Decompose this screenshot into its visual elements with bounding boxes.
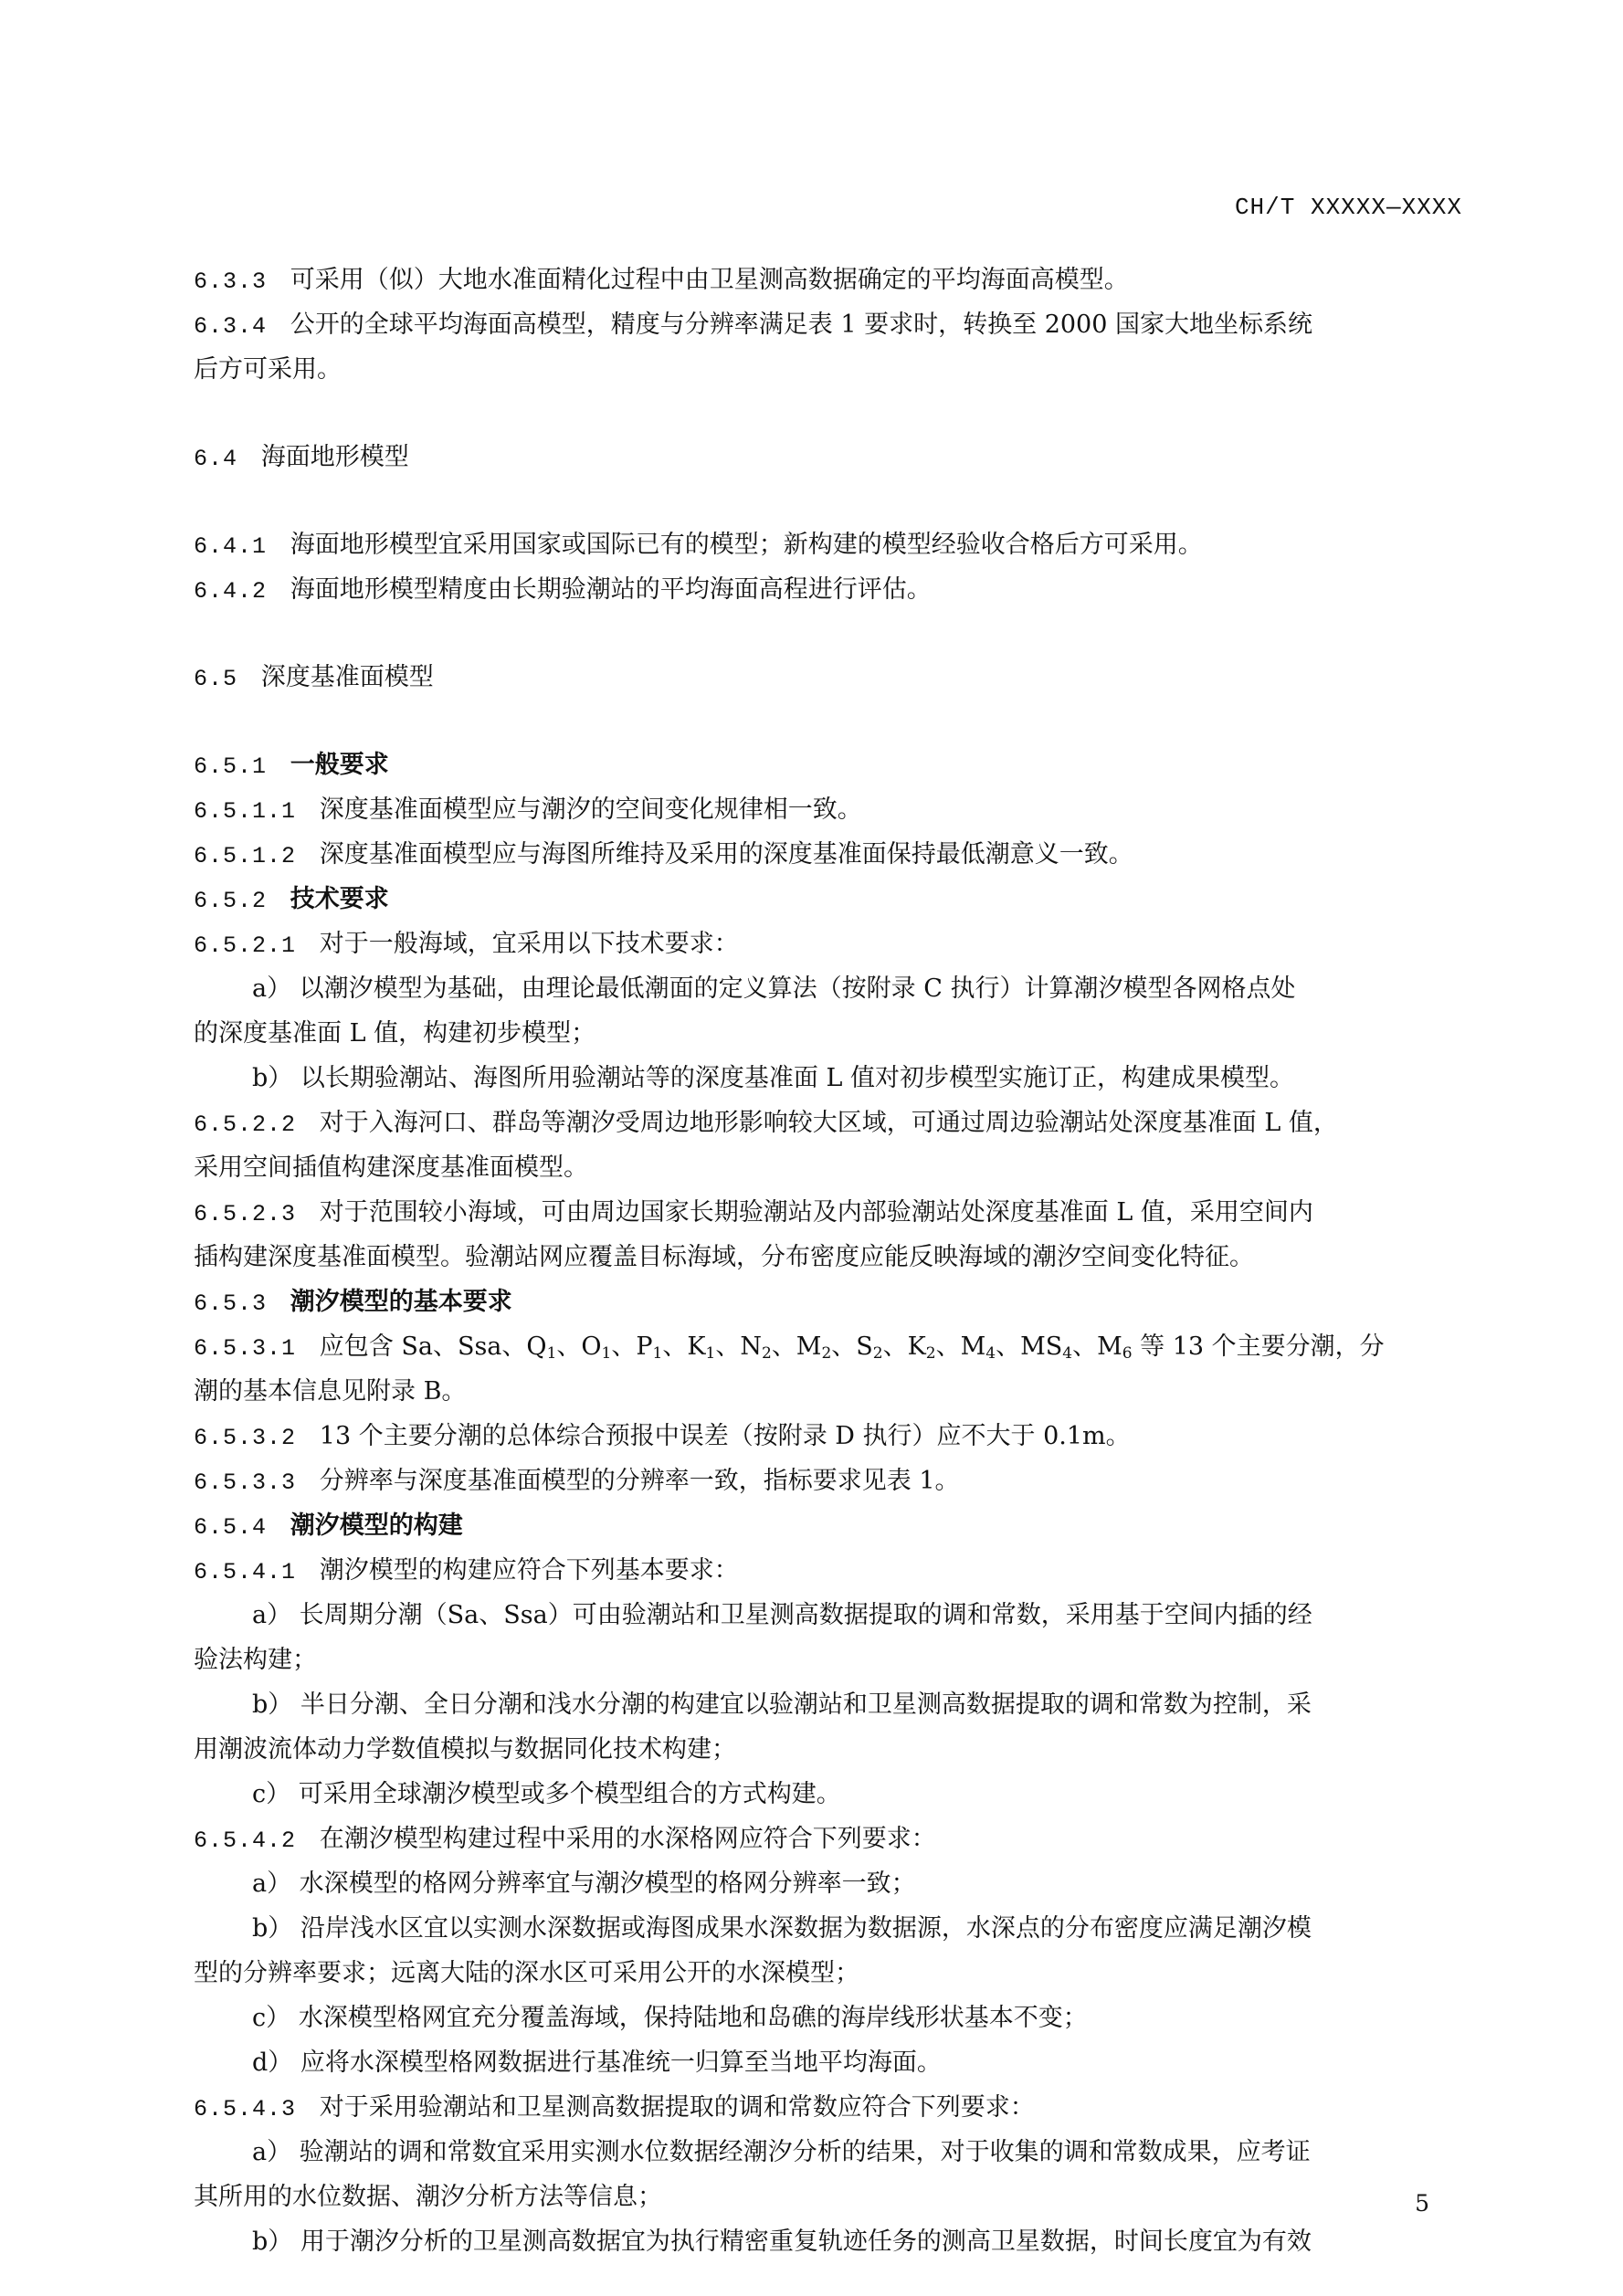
list-item-a: a） 长周期分潮（Sa、Ssa）可由验潮站和卫星测高数据提取的调和常数，采用基于空间内插的经 (252, 1601, 1312, 1629)
subsection-heading-6-5-1: 6.5.1 一般要求 (194, 751, 389, 780)
paragraph-line: 后方可采用。 (194, 355, 342, 384)
list-item-a: a） 以潮汐模型为基础，由理论最低潮面的定义算法（按附录 C 执行）计算潮汐模型各网格点处 (252, 974, 1296, 1003)
clause-6-5-1-2: 6.5.1.2 深度基准面模型应与海图所维持及采用的深度基准面保持最低潮意义一致。 (194, 840, 1133, 869)
clause-6-5-2-2: 6.5.2.2 对于入海河口、群岛等潮汐受周边地形影响较大区域，可通过周边验潮站处深度基准面 L 值， (194, 1109, 1338, 1138)
list-item-a: a） 验潮站的调和常数宜采用实测水位数据经潮汐分析的结果，对于收集的调和常数成果，应考证 (252, 2138, 1311, 2166)
list-item-a: a） 水深模型的格网分辨率宜与潮汐模型的格网分辨率一致； (252, 1869, 916, 1898)
subsection-heading-6-5-2: 6.5.2 技术要求 (194, 885, 389, 914)
clause-6-3-3: 6.3.3 可采用（似）大地水准面精化过程中由卫星测高数据确定的平均海面高模型。 (194, 266, 1129, 295)
paragraph-line: 采用空间插值构建深度基准面模型。 (194, 1153, 588, 1182)
subsection-heading-6-5-3: 6.5.3 潮汐模型的基本要求 (194, 1288, 512, 1317)
document-body (194, 258, 1454, 2264)
paragraph-line: 的深度基准面 L 值，构建初步模型； (194, 1019, 596, 1048)
subsection-heading-6-5-4: 6.5.4 潮汐模型的构建 (194, 1511, 463, 1541)
clause-6-3-4: 6.3.4 公开的全球平均海面高模型，精度与分辨率满足表 1 要求时，转换至 2000 国家大地坐标系统 (194, 311, 1312, 340)
paragraph-line: 插构建深度基准面模型。验潮站网应覆盖目标海域，分布密度应能反映海域的潮汐空间变化特征。 (194, 1243, 1254, 1271)
page-number: 5 (1415, 2190, 1429, 2217)
list-item-b: b） 用于潮汐分析的卫星测高数据宜为执行精密重复轨迹任务的测高卫星数据，时间长度宜为有效 (252, 2228, 1312, 2256)
paragraph-line: 型的分辨率要求；远离大陆的深水区可采用公开的水深模型； (194, 1959, 859, 1987)
section-heading-6-4: 6.4 海面地形模型 (194, 443, 409, 472)
clause-6-5-3-3: 6.5.3.3 分辨率与深度基准面模型的分辨率一致，指标要求见表 1。 (194, 1467, 960, 1496)
list-item-d: d） 应将水深模型格网数据进行基准统一归算至当地平均海面。 (252, 2048, 942, 2077)
clause-6-5-2-3: 6.5.2.3 对于范围较小海域，可由周边国家长期验潮站及内部验潮站处深度基准面 L 值，采用空间内 (194, 1198, 1313, 1227)
clause-6-5-2-1: 6.5.2.1 对于一般海域，宜采用以下技术要求： (194, 930, 739, 959)
list-item-b: b） 半日分潮、全日分潮和浅水分潮的构建宜以验潮站和卫星测高数据提取的调和常数为控制，采 (252, 1690, 1312, 1719)
paragraph-line: 用潮波流体动力学数值模拟与数据同化技术构建； (194, 1735, 736, 1764)
paragraph-line: 验法构建； (194, 1646, 317, 1674)
clause-6-5-4-3: 6.5.4.3 对于采用验潮站和卫星测高数据提取的调和常数应符合下列要求： (194, 2093, 1035, 2122)
clause-6-5-3-2: 6.5.3.2 13 个主要分潮的总体综合预报中误差（按附录 D 执行）应不大于 0.1m。 (194, 1422, 1131, 1451)
clause-6-4-2: 6.4.2 海面地形模型精度由长期验潮站的平均海面高程进行评估。 (194, 575, 932, 605)
clause-6-5-1-1: 6.5.1.1 深度基准面模型应与潮汐的空间变化规律相一致。 (194, 795, 862, 825)
clause-6-5-4-2: 6.5.4.2 在潮汐模型构建过程中采用的水深格网应符合下列要求： (194, 1825, 936, 1854)
list-item-c: c） 水深模型格网宜充分覆盖海域，保持陆地和岛礁的海岸线形状基本不变； (252, 2004, 1088, 2032)
clause-6-5-4-1: 6.5.4.1 潮汐模型的构建应符合下列基本要求： (194, 1556, 739, 1585)
paragraph-line: 其所用的水位数据、潮汐分析方法等信息； (194, 2183, 662, 2211)
standard-code: CH/T XXXXX—XXXX (1234, 194, 1462, 221)
clause-6-5-3-1: 6.5.3.1 应包含 Sa、Ssa、$Q_1$、$O_1$、$P_1$、$K_1$、$N_2$、$M_2$、$S_2$、$K_2$、$M_4$、$MS_4$、$M_6$ 等 13 个主要分潮，分 (194, 1332, 1385, 1363)
section-heading-6-5: 6.5 深度基准面模型 (194, 663, 434, 692)
paragraph-line: 潮的基本信息见附录 B。 (194, 1377, 467, 1406)
list-item-c: c） 可采用全球潮汐模型或多个模型组合的方式构建。 (252, 1780, 841, 1808)
clause-6-4-1: 6.4.1 海面地形模型宜采用国家或国际已有的模型；新构建的模型经验收合格后方可采用。 (194, 531, 1203, 560)
list-item-b: b） 沿岸浅水区宜以实测水深数据或海图成果水深数据为数据源，水深点的分布密度应满足潮汐模 (252, 1914, 1312, 1943)
list-item-b: b） 以长期验潮站、海图所用验潮站等的深度基准面 L 值对初步模型实施订正，构建成果模型。 (252, 1064, 1294, 1092)
